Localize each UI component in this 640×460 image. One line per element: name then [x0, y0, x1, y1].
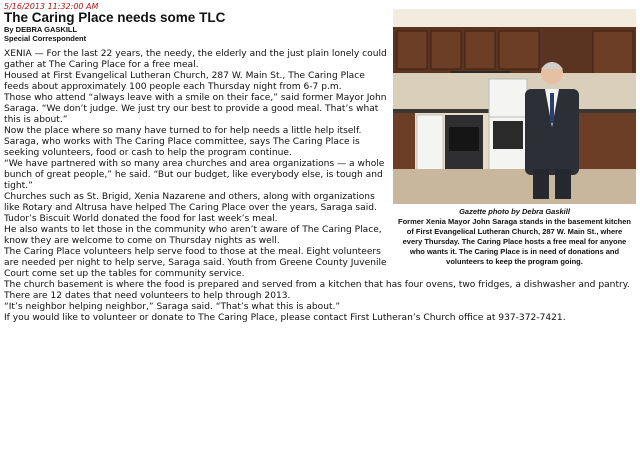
article-photo: [393, 9, 636, 204]
photo-caption: Former Xenia Mayor John Saraga stands in the basement kitchen of First Evangelical Lutheran Church, 287 W. Main St., where every Thursday. The Caring Place hosts a free meal for anyone who wants it. The Caring Place is in need of donations and volunteers to keep the program going.: [398, 217, 631, 266]
author-role: Special Correspondent: [4, 34, 87, 43]
body-paragraph: The Caring Place volunteers help serve food to those at the meal. Eight volunteers are needed per night to help serve, Saraga said. Youth from Greene County Juvenile Court come set up the tables for community service.: [4, 247, 387, 279]
body-paragraph: There are 12 dates that need volunteers to help through 2013.: [4, 291, 291, 301]
body-paragraph: “It’s neighbor helping neighbor,” Saraga said. “That’s what this is about.”: [4, 302, 341, 312]
body-paragraph: “We have partnered with so many area churches and area organizations — a whole bunch of great people,” he said. “But our budget, like everybody else, is tough and tight.”: [4, 159, 385, 191]
body-paragraph: If you would like to volunteer or donate to The Caring Place, please contact First Lutheran’s Church office at 937-372-7421.: [4, 313, 566, 323]
article-timestamp: 5/16/2013 11:32:00 AM: [4, 2, 99, 11]
article-byline: By DEBRA GASKILL: [4, 25, 78, 34]
body-paragraph: The church basement is where the food is prepared and served from a kitchen that has four ovens, two fridges, a dishwasher and pantry.: [4, 280, 630, 290]
body-paragraph: Housed at First Evangelical Lutheran Church, 287 W. Main St., The Caring Place feeds about approximately 100 people each Thursday night from 6-7 p.m.: [4, 71, 365, 92]
article-page: [0, 2, 640, 460]
body-paragraph: He also wants to let those in the community who aren’t aware of The Caring Place, know they are welcome to come on Thursday nights as well.: [4, 225, 382, 246]
body-paragraph: Saraga, who works with The Caring Place committee, says The Caring Place is seeking volunteers, food or cash to help the program continue.: [4, 137, 360, 158]
article-headline: The Caring Place needs some TLC: [4, 10, 226, 25]
body-paragraph: Those who attend “always leave with a smile on their face,” said former Mayor John Saraga. “We don’t judge. We just try our best to provide a good meal. That’s what this is about.”: [4, 93, 387, 125]
body-paragraph: Churches such as St. Brigid, Xenia Nazarene and others, along with organizations like Rotary and Altrusa have helped The Caring Place over the years, Saraga said. Tudor’s Biscuit World donated the food for last week’s meal.: [4, 192, 377, 224]
photo-credit: Gazette photo by Debra Gaskill: [459, 207, 570, 216]
body-paragraph: XENIA — For the last 22 years, the needy, the elderly and the just plain lonely could gather at The Caring Place for a free meal.: [4, 49, 387, 70]
body-paragraph: Now the place where so many have turned to for help needs a little help itself.: [4, 126, 362, 136]
photo-figure: [393, 43, 636, 267]
